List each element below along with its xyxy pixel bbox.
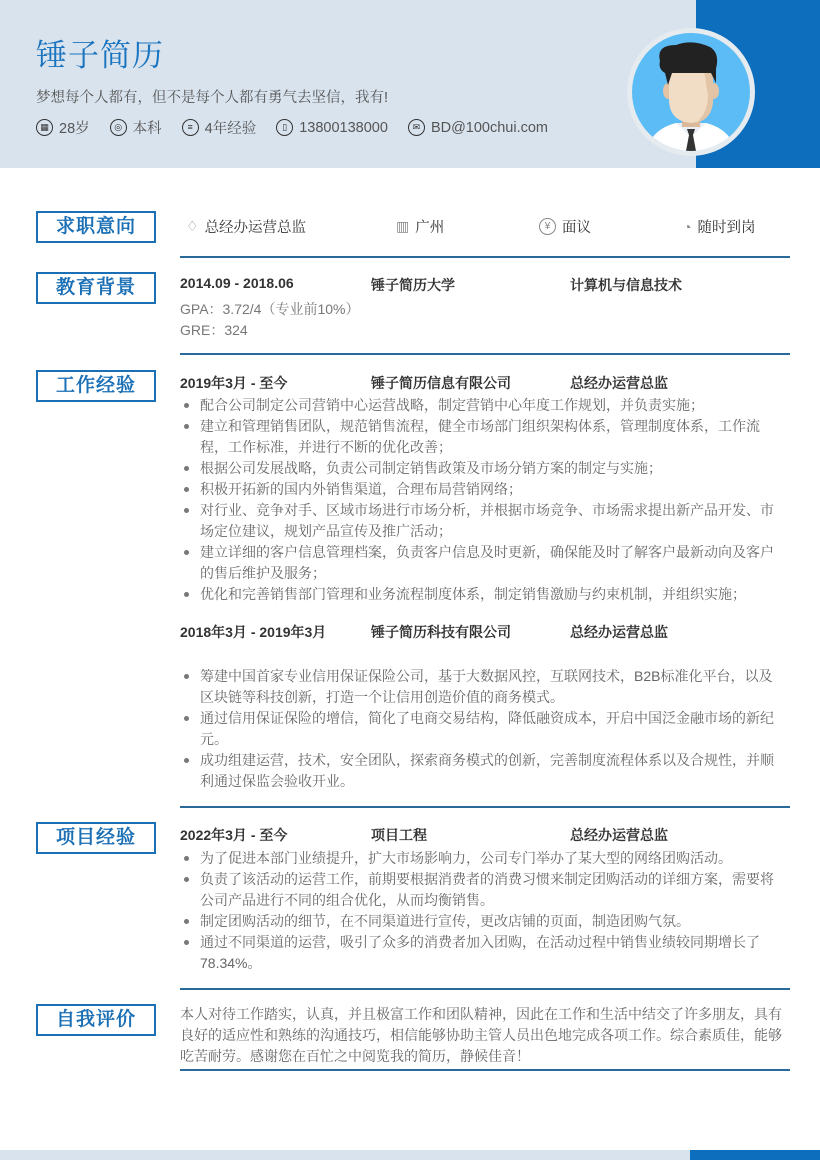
work-company: 锤子简历信息有限公司 — [371, 375, 511, 391]
intent-position-value: 总经办运营总监 — [204, 220, 307, 236]
intent-city-value: 广州 — [415, 220, 445, 236]
clock-icon: ◔ — [683, 218, 692, 235]
info-age — [36, 117, 90, 138]
list-item: 对行业、竞争对手、区域市场进行市场分析，并根据市场竞争、市场需求提出新产品开发、市场定位建议，规划产品宣传及推广活动； — [180, 500, 780, 542]
info-experience — [182, 117, 257, 138]
list-item: 通过不同渠道的运营，吸引了众多的消费者加入团购，在活动过程中销售业绩较同期增长了78.34%。 — [180, 932, 780, 974]
education-school: 锤子简历大学 — [371, 277, 455, 293]
project-bullet-list — [180, 848, 780, 974]
work-company: 锤子简历科技有限公司 — [371, 624, 511, 640]
job-intent-row — [180, 216, 790, 238]
list-item: 优化和完善销售部门管理和业务流程制度体系，制定销售激励与约束机制，并组织实施； — [180, 584, 780, 605]
education-period: 2014.09 - 2018.06 — [180, 275, 294, 291]
section-title-education: 教育背景 — [36, 272, 156, 304]
section-divider — [180, 1069, 790, 1071]
list-item: 积极开拓新的国内外销售渠道，合理布局营销网络； — [180, 479, 780, 500]
self-evaluation-text: 本人对待工作踏实，认真，并且极富工作和团队精神，因此在工作和生活中结交了许多朋友，具有良好的适应性和熟练的沟通技巧，相信能够协助主管人员出色地完成各项工作。综合素质佳，能够吃苦耐劳。感谢您在百忙之中阅览我的简历，静候佳音！ — [180, 1006, 782, 1064]
intent-availability-value: 随时到岗 — [697, 220, 756, 236]
education-major: 计算机与信息技术 — [570, 277, 682, 293]
yen-icon: ¥ — [539, 218, 556, 235]
personal-info-row — [36, 117, 568, 138]
section-divider — [180, 256, 790, 258]
phone-value[interactable]: 13800138000 — [299, 119, 388, 136]
graduation-cap-icon: ◎ — [110, 119, 127, 136]
intent-city — [396, 216, 444, 237]
list-item: 通过信用保证保险的增信，简化了电商交易结构，降低融资成本，开启中国泛金融市场的新纪元。 — [180, 708, 780, 750]
list-item: 成功组建运营，技术，安全团队，探索商务模式的创新，完善制度流程体系以及合规性，并顺利通过保监会验收开业。 — [180, 750, 780, 792]
work-bullet-list — [180, 395, 780, 605]
list-item: 筹建中国首家专业信用保证保险公司，基于大数据风控，互联网技术，B2B标准化平台，以及区块链等科技创新，打造一个让信用创造价值的商务模式。 — [180, 666, 780, 708]
age-value: 28岁 — [59, 121, 90, 137]
section-divider — [180, 353, 790, 355]
building-icon: ▥ — [396, 218, 410, 234]
person-icon — [632, 33, 750, 151]
motto: 梦想每个人都有，但不是每个人都有勇气去坚信，我有! — [36, 90, 389, 106]
section-title-project: 项目经验 — [36, 822, 156, 854]
avatar — [627, 28, 755, 156]
list-item: 建立和管理销售团队，规范销售流程，健全市场部门组织架构体系，管理制度体系，工作流程，工作标准，并进行不断的优化改善； — [180, 416, 780, 458]
candidate-name: 锤子简历 — [36, 38, 164, 73]
email-value[interactable]: BD@100chui.com — [430, 119, 549, 136]
work-bullet-list — [180, 666, 780, 792]
footer-accent-block — [690, 1150, 820, 1160]
intent-salary — [539, 216, 591, 237]
project-role: 总经办运营总监 — [570, 827, 668, 843]
list-item: 制定团购活动的细节，在不同渠道进行宣传，更改店铺的页面，制造团购气氛。 — [180, 911, 780, 932]
calendar-icon: ▦ — [36, 119, 53, 136]
info-email — [408, 119, 548, 136]
list-item: 配合公司制定公司营销中心运营战略，制定营销中心年度工作规划，并负责实施； — [180, 395, 780, 416]
degree-value: 本科 — [132, 121, 162, 137]
resume-header — [0, 0, 820, 168]
document-icon: ≡ — [182, 119, 199, 136]
section-title-work: 工作经验 — [36, 370, 156, 402]
tie-icon: ♢ — [186, 218, 199, 234]
list-item: 建立详细的客户信息管理档案，负责客户信息及时更新，确保能及时了解客户最新动向及客户的售后维护及服务； — [180, 542, 780, 584]
info-phone — [276, 119, 388, 136]
avatar-illustration — [632, 33, 750, 151]
intent-position — [186, 216, 306, 237]
work-role: 总经办运营总监 — [570, 624, 668, 640]
list-item: 负责了该活动的运营工作，前期要根据消费者的消费习惯来制定团购活动的详细方案，需要将公司产品进行不同的组合优化，从而均衡销售。 — [180, 869, 780, 911]
section-divider — [180, 806, 790, 808]
info-degree — [110, 117, 162, 138]
project-period: 2022年3月 - 至今 — [180, 827, 288, 843]
intent-availability — [683, 216, 755, 237]
experience-value: 4年经验 — [204, 121, 257, 137]
list-item: 为了促进本部门业绩提升，扩大市场影响力，公司专门举办了某大型的网络团购活动。 — [180, 848, 780, 869]
list-item: 根据公司发展战略，负责公司制定销售政策及市场分销方案的制定与实施； — [180, 458, 780, 479]
education-gpa: GPA：3.72/4（专业前10%） — [180, 301, 360, 317]
work-role: 总经办运营总监 — [570, 375, 668, 391]
education-gre: GRE：324 — [180, 322, 248, 338]
project-name: 项目工程 — [371, 827, 427, 843]
footer-bar — [0, 1150, 820, 1160]
phone-icon: ▯ — [276, 119, 293, 136]
mail-icon: ✉ — [408, 119, 425, 136]
section-divider — [180, 988, 790, 990]
intent-salary-value: 面议 — [562, 220, 591, 236]
work-period: 2018年3月 - 2019年3月 — [180, 624, 327, 640]
work-period: 2019年3月 - 至今 — [180, 375, 288, 391]
section-title-intent: 求职意向 — [36, 211, 156, 243]
section-title-self: 自我评价 — [36, 1004, 156, 1036]
